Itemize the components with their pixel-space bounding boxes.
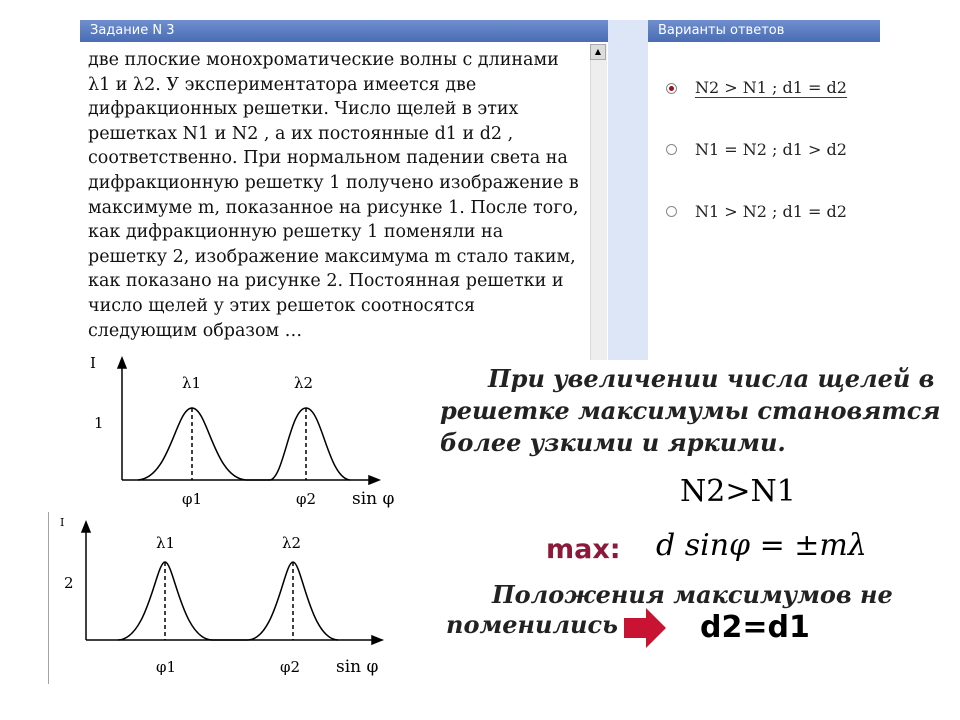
task-header: Задание N 3 bbox=[80, 20, 608, 42]
y-tick-label: 2 bbox=[64, 574, 74, 592]
positions-line-2: поменились bbox=[446, 610, 618, 639]
answers-header: Варианты ответов bbox=[648, 20, 880, 42]
max-label: max: bbox=[546, 534, 621, 565]
peak-label-2: λ2 bbox=[294, 374, 314, 392]
intensity-curve bbox=[118, 562, 338, 640]
max-formula: d sinφ = ±mλ bbox=[656, 528, 867, 563]
panel-divider bbox=[608, 20, 648, 360]
y-axis-label: I bbox=[90, 354, 96, 372]
right-arrow-icon bbox=[624, 608, 666, 648]
x-tick-label-2: φ2 bbox=[296, 490, 317, 508]
peak-label-1: λ1 bbox=[182, 374, 202, 392]
answer-option-label: N1 > N2 ; d1 = d2 bbox=[695, 202, 847, 221]
radio-selected-icon[interactable] bbox=[666, 83, 677, 94]
y-axis-label: I bbox=[60, 516, 65, 529]
x-tick-label-2: φ2 bbox=[280, 658, 301, 676]
explanation-line-3: более узкими и яркими. bbox=[440, 428, 786, 457]
result-formula: d2=d1 bbox=[700, 610, 810, 645]
graph-wide-peaks bbox=[80, 352, 400, 522]
radio-icon[interactable] bbox=[666, 206, 677, 217]
answer-option-label: N2 > N1 ; d1 = d2 bbox=[695, 78, 847, 97]
y-arrow-icon bbox=[118, 358, 126, 368]
answer-option-label: N1 = N2 ; d1 > d2 bbox=[695, 140, 847, 159]
relation-n: N2>N1 bbox=[680, 474, 796, 509]
y-tick-label: 1 bbox=[94, 414, 104, 432]
radio-icon[interactable] bbox=[666, 144, 677, 155]
peak-label-2: λ2 bbox=[282, 534, 302, 552]
x-tick-label-1: φ1 bbox=[156, 658, 177, 676]
task-text: две плоские монохроматические волны с длинами λ1 и λ2. У экспериментатора имеется две дифракционных решетки. Число щелей в этих решетках N1 и N2 , а их постоянные d1 и d2 , соответственно. При нормальном падении света на дифракционную решетку 1 получено изображение в максимуме m, показанное на рисунке 1. После того, как дифракционную решетку 1 поменяли на решетку 2, изображение максимума m стало таким, как показано на рисунке 2. Постоянная решетки и число щелей у этих решеток соотносятся следующим образом … bbox=[88, 50, 579, 341]
graph-narrow-peaks bbox=[48, 512, 400, 687]
intensity-curve bbox=[138, 408, 350, 480]
answer-option-3[interactable] bbox=[666, 202, 847, 221]
scrollbar[interactable] bbox=[590, 44, 607, 360]
answer-option-2[interactable] bbox=[666, 140, 847, 159]
y-arrow-icon bbox=[82, 522, 90, 532]
explanation-line-1: При увеличении числа щелей в bbox=[488, 364, 935, 393]
positions-line-1: Положения максимумов не bbox=[492, 580, 893, 609]
x-axis-label: sin φ bbox=[336, 657, 379, 677]
peak-label-1: λ1 bbox=[156, 534, 176, 552]
x-arrow-icon bbox=[372, 636, 382, 644]
x-arrow-icon bbox=[369, 476, 379, 484]
answer-option-1[interactable] bbox=[666, 78, 847, 98]
scroll-up-icon[interactable]: ▲ bbox=[590, 44, 606, 60]
x-axis-label: sin φ bbox=[352, 489, 395, 509]
explanation-line-2: решетке максимумы становятся bbox=[440, 396, 941, 425]
x-tick-label-1: φ1 bbox=[182, 490, 203, 508]
